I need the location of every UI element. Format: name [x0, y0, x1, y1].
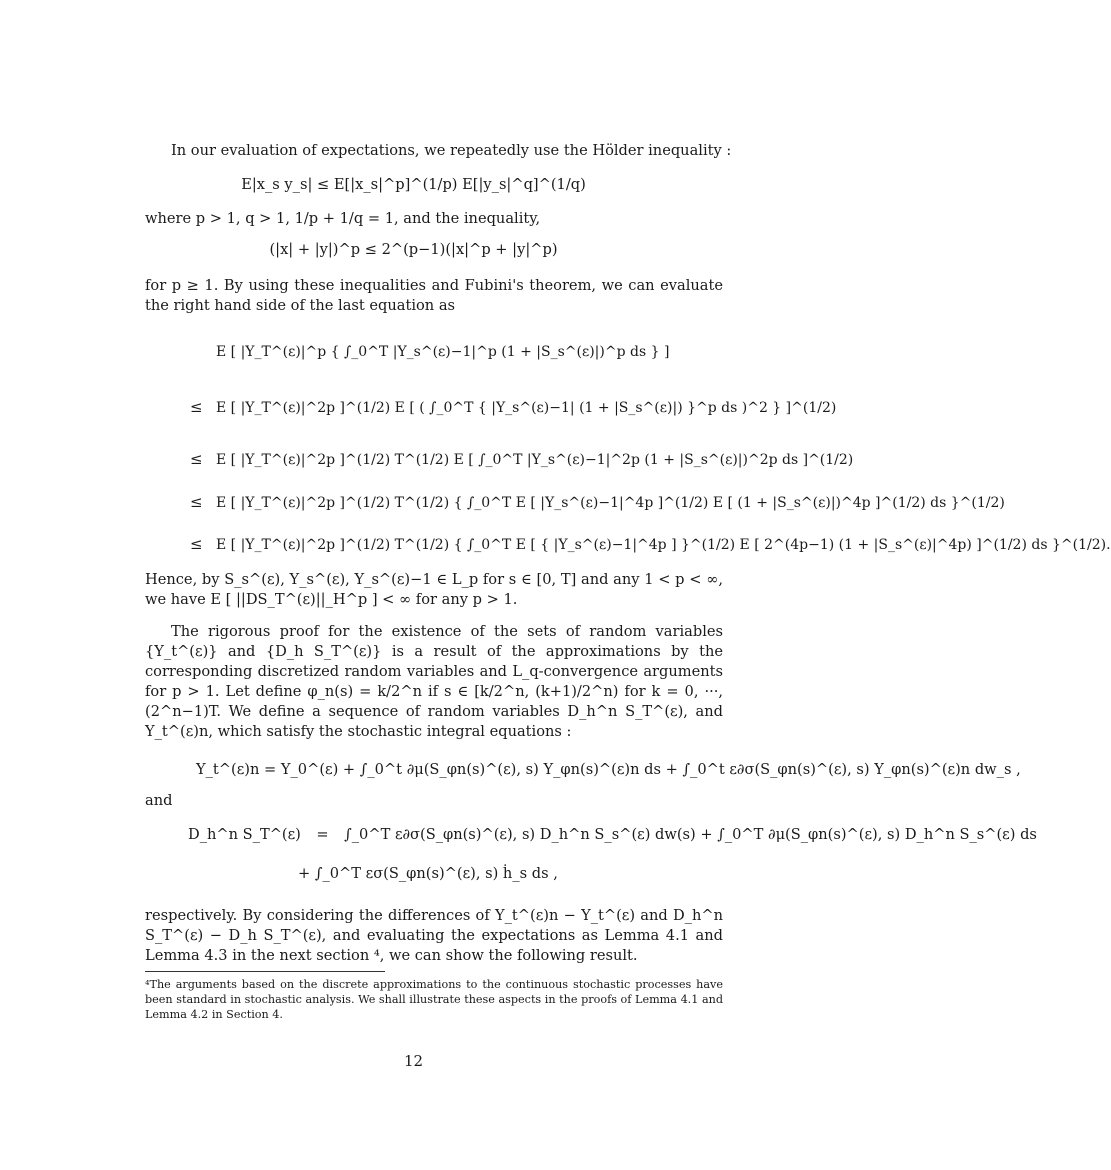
- math-row: [190, 398, 836, 416]
- equation: + ∫_0^T εσ(S_φn(s)^(ε), s) ḣ_s ds ,: [298, 865, 558, 882]
- equals-sign: =: [316, 826, 329, 843]
- relation-symbol: ≤: [190, 398, 203, 416]
- equation-inequality: [0, 240, 827, 260]
- relation-symbol: ≤: [190, 493, 203, 511]
- text-line: In our evaluation of expectations, we repeatedly use the Hölder inequality :: [171, 142, 732, 159]
- math-expression: E [ |Y_T^(ε)|^2p ]^(1/2) T^(1/2) { ∫_0^T E [ |Y_s^(ε)−1|^4p ]^(1/2) E [ (1 + |S_s^(ε)|)^4p ]^(1/2) ds }^(1/2): [216, 495, 1005, 511]
- math-expression: E [ |Y_T^(ε)|^p { ∫_0^T |Y_s^(ε)−1|^p (1 + |S_s^(ε)|)^p ds } ]: [216, 344, 670, 360]
- math-row: [190, 344, 669, 360]
- equation: E|x_s y_s| ≤ E[|x_s|^p]^(1/p) E[|y_s|^q]^(1/q): [241, 176, 586, 193]
- text-and: [145, 791, 172, 811]
- relation-symbol: ≤: [190, 450, 203, 468]
- equation: Y_t^(ε)n = Y_0^(ε) + ∫_0^t ∂μ(S_φn(s)^(ε), s) Y_φn(s)^(ε)n ds + ∫_0^t ε∂σ(S_φn(s)^(ε), s) Y_φn(s)^(ε)n dw_s ,: [196, 761, 1021, 778]
- footnote-rule: [145, 971, 385, 972]
- equation-lhs: D_h^n S_T^(ε): [188, 826, 301, 843]
- text-line: where p > 1, q > 1, 1/p + 1/q = 1, and the inequality,: [145, 210, 541, 227]
- equation-Y: [196, 760, 1021, 780]
- math-expression: E [ |Y_T^(ε)|^2p ]^(1/2) T^(1/2) { ∫_0^T E [ { |Y_s^(ε)−1|^4p ] }^(1/2) E [ 2^(4p−1) (1 + |S_s^(ε)|^4p) ]^(1/2) ds }^(1/2).: [216, 537, 1111, 553]
- equation-D-line2: [298, 864, 558, 884]
- paragraph-holder-intro: [145, 141, 731, 161]
- text-where: [145, 209, 540, 229]
- paragraph-respectively: respectively. By considering the differences of Y_t^(ε)n − Y_t^(ε) and D_h^n S_T^(ε) − D_h S_T^(ε), and evaluating the expectations as Lemma 4.1 and Lemma 4.3 in the next section ⁴, we can show the following result.: [145, 907, 723, 964]
- paragraph-rigorous-proof: The rigorous proof for the existence of the sets of random variables {Y_t^(ε)} and {D_h S_T^(ε)} is a result of the approximations by the corresponding discretized random variables and L_q-convergence arguments for p > 1. Let define φ_n(s) = k/2^n if s ∈ [k/2^n, (k+1)/2^n) for k = 0, ···, (2^n−1)T. We define a sequence of random variables D_h^n S_T^(ε), and Y_t^(ε)n, which satisfy the stochastic integral equations :: [145, 623, 723, 740]
- equation: (|x| + |y|)^p ≤ 2^(p−1)(|x|^p + |y|^p): [269, 241, 558, 258]
- footnote: ⁴The arguments based on the discrete approximations to the continuous stochastic processes have been standard in stochastic analysis. We shall illustrate these aspects in the proofs of Lemma 4.1 and Lemma 4.2 in Section 4.: [145, 978, 723, 1021]
- text-line: and: [145, 792, 173, 809]
- paragraph-fubini: for p ≥ 1. By using these inequalities and Fubini's theorem, we can evaluate the right hand side of the last equation as: [145, 277, 723, 314]
- math-row: [190, 493, 1005, 511]
- paragraph-hence: Hence, by S_s^(ε), Y_s^(ε), Y_s^(ε)−1 ∈ L_p for s ∈ [0, T] and any 1 < p < ∞, we have E [ ||DS_T^(ε)||_H^p ] < ∞ for any p > 1.: [145, 571, 723, 608]
- math-row: [190, 450, 853, 468]
- math-row: [190, 535, 1111, 553]
- relation-symbol: ≤: [190, 535, 203, 553]
- math-expression: E [ |Y_T^(ε)|^2p ]^(1/2) E [ ( ∫_0^T { |Y_s^(ε)−1| (1 + |S_s^(ε)|) }^p ds )^2 } ]^(1/2): [216, 400, 837, 416]
- equation-rhs: ∫_0^T ε∂σ(S_φn(s)^(ε), s) D_h^n S_s^(ε) dw(s) + ∫_0^T ∂μ(S_φn(s)^(ε), s) D_h^n S_s^(ε) ds: [344, 826, 1037, 843]
- page-number: 12: [403, 1052, 424, 1070]
- equation-holder: [0, 175, 827, 195]
- equation-D-line1: [188, 825, 1037, 845]
- math-expression: E [ |Y_T^(ε)|^2p ]^(1/2) T^(1/2) E [ ∫_0^T |Y_s^(ε)−1|^2p (1 + |S_s^(ε)|)^2p ds ]^(1/2): [216, 452, 854, 468]
